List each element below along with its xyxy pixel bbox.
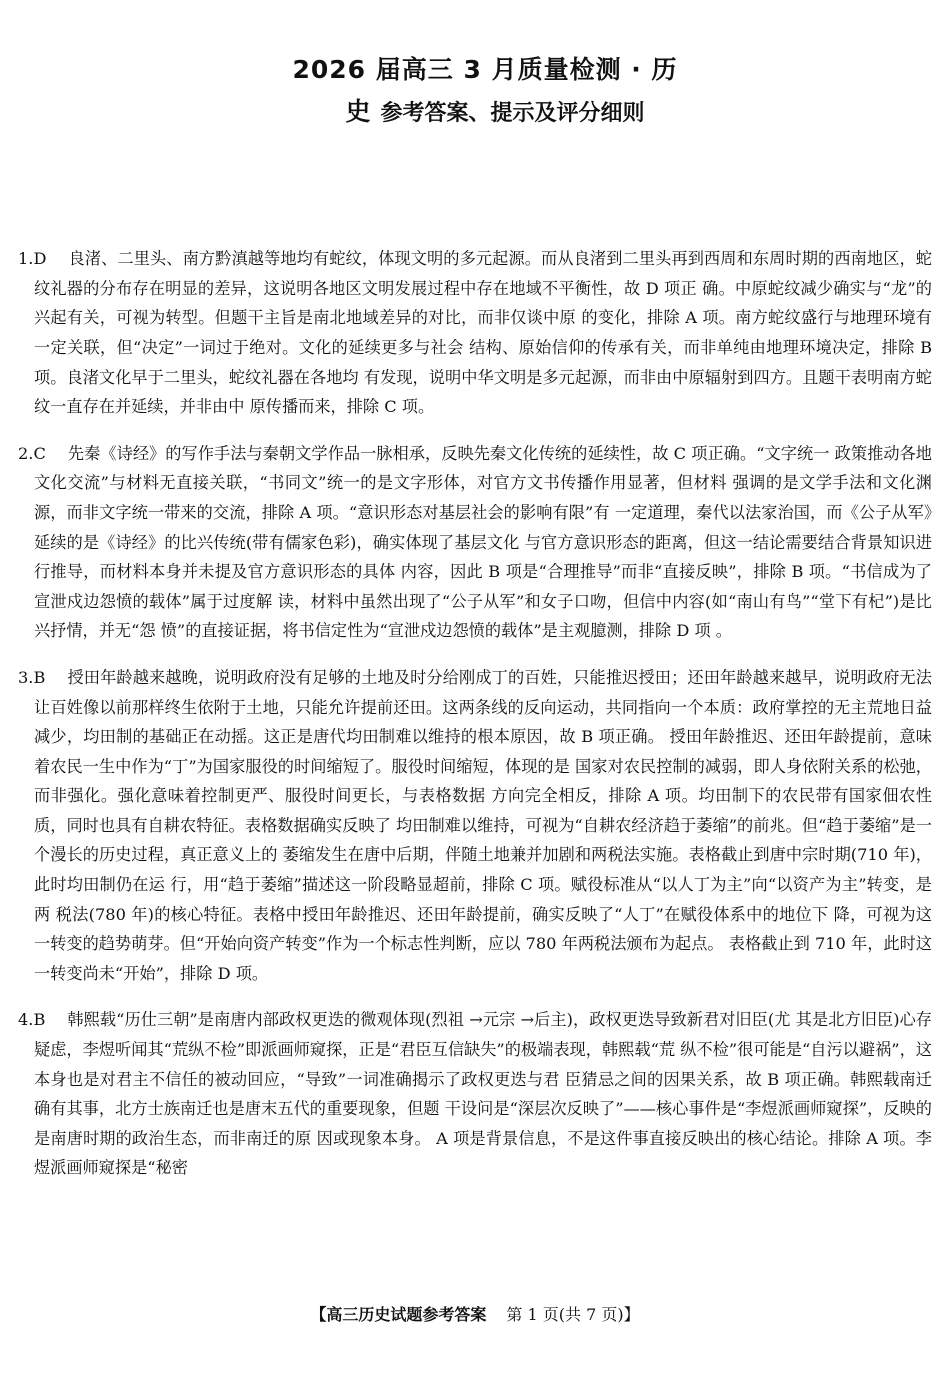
page-title: 2026 届高三 3 月质量检测 · 历 <box>292 55 678 84</box>
answer-number: 4.B <box>18 1010 46 1030</box>
answer-number: 1.D <box>18 249 47 269</box>
answer-item-4 <box>18 1005 932 1183</box>
answer-number: 3.B <box>18 667 46 687</box>
answer-item-2 <box>18 439 932 646</box>
answer-list <box>18 228 932 1200</box>
answer-explanation: 授田年龄越来越晚，说明政府没有足够的土地及时分给刚成丁的百姓，只能推迟授田；还田年龄越来越早，说明政府无法让百姓像以前那样终生依附于土地，只能允许提前还田。这两条线的反向运动，共同指向一个本质：政府掌控的无主荒地日益减少，均田制的基础正在动摇。这正是唐代均田制难以维持的根本原因，故 B 项正确。 授田年龄推迟、还田年龄提前，意味着农民一生中作为“丁”为国家服役的时间缩短了。服役时间缩短，体现的是 国家对农民控制的减弱，即人身依附关系的松弛，而非强化。强化意味着控制更严、服役时间更长，与表格数据 方向完全相反，排除 A 项。均田制下的农民带有国家佃农性质，同时也具有自耕农特征。表格数据确实反映了 均田制难以维持，可视为“自耕农经济趋于萎缩”的前兆。但“趋于萎缩”是一个漫长的历史过程，真正意义上的 萎缩发生在唐中后期，伴随土地兼并加剧和两税法实施。表格截止到唐中宗时期(710 年)，此时均田制仍在运 行，用“趋于萎缩”描述这一阶段略显超前，排除 C 项。赋役标准从“以人丁为主”向“以资产为主”转变，是两 税法(780 年)的核心特征。表格中授田年龄推迟、还田年龄提前，确实反映了“人丁”在赋役体系中的地位下 降，可视为这一转变的趋势萌芽。但“开始向资产转变”作为一个标志性判断，应以 780 年两税法颁布为起点。 表格截止到 710 年，此时这一转变尚未“开始”，排除 D 项。 <box>34 667 932 983</box>
answer-item-1 <box>18 244 932 422</box>
page-footer <box>0 1303 950 1327</box>
answer-item-3 <box>18 663 932 989</box>
title-block <box>0 52 950 132</box>
subtitle-prefix: 史 <box>345 97 371 126</box>
answer-explanation: 先秦《诗经》的写作手法与秦朝文学作品一脉相承，反映先秦文化传统的延续性，故 C 项正确。“文字统一 政策推动各地文化交流”与材料无直接关联，“书同文”统一的是文字形体，对官方文书传播作用显著，但材料 强调的是文学手法和文化渊源，而非文字统一带来的交流，排除 A 项。“意识形态对基层社会的影响有限”有 一定道理，秦代以法家治国，而《公子从军》延续的是《诗经》的比兴传统(带有儒家色彩)，确实体现了基层文化 与官方意识形态的距离，但这一结论需要结合背景知识进行推导，而材料本身并未提及官方意识形态的具体 内容，因此 B 项是“合理推导”而非“直接反映”，排除 B 项。“书信成为了宣泄戍边怨愤的载体”属于过度解 读，材料中虽然出现了“公子从军”和女子口吻，但信中内容(如“南山有鸟”“堂下有杞”)是比兴抒情，并无“怨 愤”的直接证据，将书信定性为“宣泄戍边怨愤的载体”是主观臆测，排除 D 项 。 <box>34 443 932 641</box>
answer-explanation: 良渚、二里头、南方黔滇越等地均有蛇纹，体现文明的多元起源。而从良渚到二里头再到西周和东周时期的西南地区，蛇纹礼器的分布存在明显的差异，这说明各地区文明发展过程中存在地域不平衡性，故 D 项正 确。中原蛇纹减少确实与“龙”的兴起有关，可视为转型。但题干主旨是南北地域差异的对比，而非仅谈中原 的变化，排除 A 项。南方蛇纹盛行与地理环境有一定关联，但“决定”一词过于绝对。文化的延续更多与社会 结构、原始信仰的传承有关，而非单纯由地理环境决定，排除 B 项。良渚文化早于二里头，蛇纹礼器在各地均 有发现，说明中华文明是多元起源，而非由中原辐射到四方。且题干表明南方蛇纹一直存在并延续，并非由中 原传播而来，排除 C 项。 <box>34 249 932 417</box>
footer-page-info: 第 1 页(共 7 页)】 <box>506 1305 640 1324</box>
subtitle-main: 参考答案、提示及评分细则 <box>380 101 645 126</box>
answer-number: 2.C <box>18 443 46 463</box>
footer-doc-name: 【高三历史试题参考答案 <box>310 1305 487 1324</box>
page-subtitle <box>0 94 950 132</box>
answer-explanation: 韩熙载“历仕三朝”是南唐内部政权更迭的微观体现(烈祖 →元宗 →后主)，政权更迭导致新君对旧臣(尤 其是北方旧臣)心存疑虑，李煜听闻其“荒纵不检”即派画师窥探，正是“君臣互信缺失”的极端表现，韩熙载“荒 纵不检”很可能是“自污以避祸”，这本身也是对君主不信任的被动回应，“导致”一词准确揭示了政权更迭与君 臣猜忌之间的因果关系，故 B 项正确。韩熙载南迁确有其事，北方士族南迁也是唐末五代的重要现象，但题 干设问是“深层次反映了”——核心事件是“李煜派画师窥探”，反映的是南唐时期的政治生态，而非南迁的原 因或现象本身。 A 项是背景信息，不是这件事直接反映出的核心结论。排除 A 项。李煜派画师窥探是“秘密 <box>34 1010 932 1178</box>
